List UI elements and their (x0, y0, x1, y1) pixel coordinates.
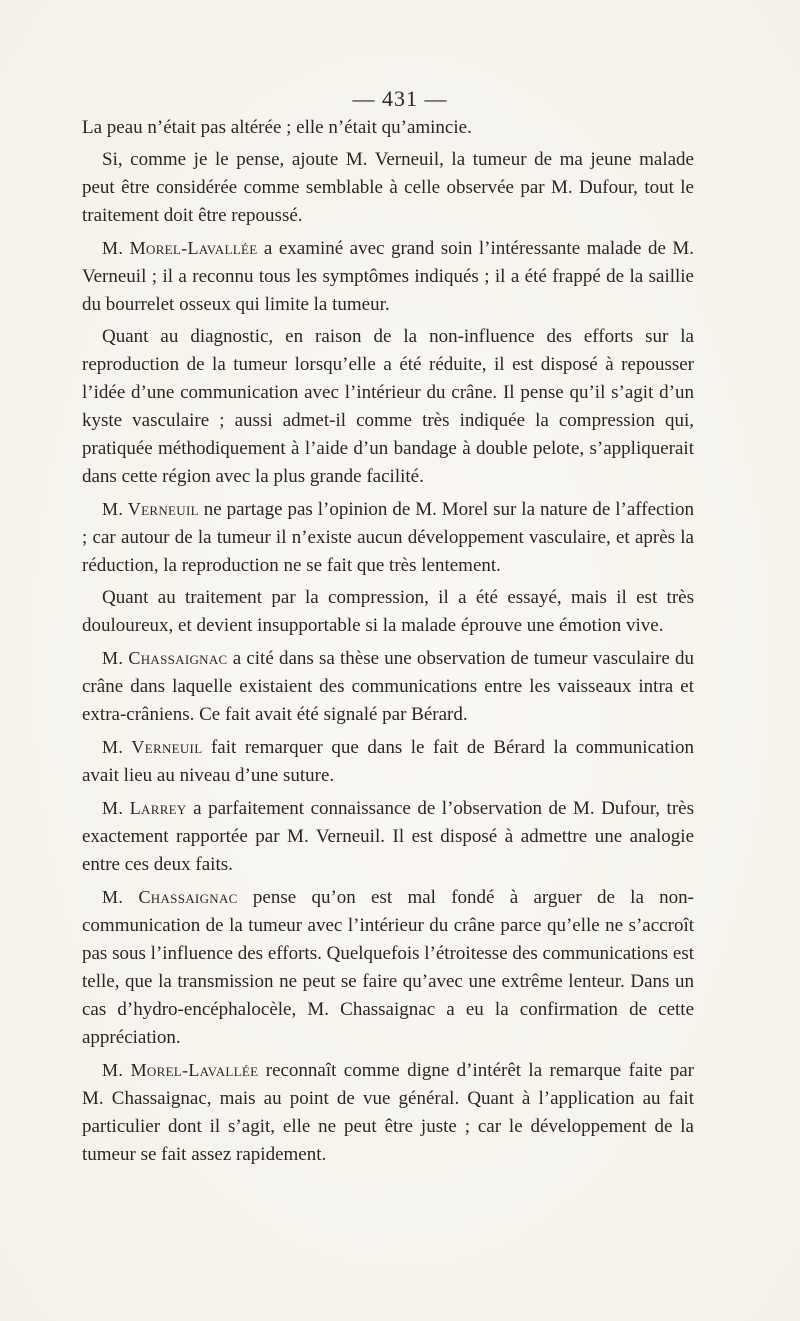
paragraph-7 (82, 644, 694, 729)
body-text (82, 114, 694, 1173)
speaker-name: M. Larrey (102, 798, 187, 818)
paragraph-8 (82, 733, 694, 790)
speaker-name: M. Chassaignac (102, 648, 228, 668)
paragraph-10 (82, 883, 694, 1052)
paragraph-1 (82, 114, 694, 142)
paragraph-text: a examiné avec grand soin l’intéressante malade de M. Verneuil ; il a reconnu tous les symptômes indiqués ; il a été frappé de la saillie du bourrelet osseux qui limite la tumeur. (82, 238, 695, 315)
paragraph-text: Quant au diagnostic, en raison de la non-influence des efforts sur la reproduction de la tumeur lorsqu’elle a été réduite, il est disposé à repousser l’idée d’une communication avec l’intérieur du crâne. Il pense qu’il s’agit d’un kyste vasculaire ; aussi admet-il comme très indiquée la compression qui, pratiquée méthodiquement à l’aide d’un bandage à double pelote, s’appliquerait dans cette région avec la plus grande facilité. (82, 326, 694, 487)
paragraph-text: ne partage pas l’opinion de M. Morel sur la nature de l’affection ; car autour de la tumeur il n’existe aucun développement vasculaire, et après la réduction, la reproduction ne se fait que très lentement. (82, 499, 694, 576)
paragraph-11 (82, 1056, 694, 1169)
paragraph-4 (82, 323, 694, 491)
speaker-name: M. Morel-Lavallée (102, 238, 258, 258)
paragraph-text: pense qu’on est mal fondé à arguer de la non-communication de la tumeur avec l’intérieur du crâne parce qu’elle ne s’accroît pas sous l’influence des efforts. Quelquefois l’étroitesse des communications est telle, que la transmission ne peut se faire qu’avec une extrême lenteur. Dans un cas d’hydro-encéphalocèle, M. Chassaignac a eu la confirmation de cette appréciation. (82, 887, 694, 1048)
speaker-name: M. Morel-Lavallée (102, 1060, 259, 1080)
paragraph-text: reconnaît comme digne d’intérêt la remarque faite par M. Chassaignac, mais au point de vue général. Quant à l’application au fait particulier dont il s’agit, elle ne peut être juste ; car le développement de la tumeur se fait assez rapidement. (82, 1060, 695, 1165)
paragraph-5 (82, 495, 694, 580)
paragraph-text: Quant au traitement par la compression, il a été essayé, mais il est très douloureux, et devient insupportable si la malade éprouve une émotion vive. (82, 587, 694, 636)
paragraph-3 (82, 234, 694, 319)
speaker-name: M. Verneuil (102, 499, 199, 519)
speaker-name: M. Verneuil (102, 737, 203, 757)
paragraph-text: a parfaitement connaissance de l’observation de M. Dufour, très exactement rapportée par M. Verneuil. Il est disposé à admettre une analogie entre ces deux faits. (82, 798, 694, 875)
paragraph-text: fait remarquer que dans le fait de Bérard la communication avait lieu au niveau d’une suture. (82, 737, 694, 786)
paragraph-2 (82, 146, 694, 230)
paragraph-text: a cité dans sa thèse une observation de tumeur vasculaire du crâne dans laquelle existaient des communications entre les vaisseaux intra et extra-crâniens. Ce fait avait été signalé par Bérard. (82, 648, 694, 725)
paragraph-9 (82, 794, 694, 879)
paragraph-text: La peau n’était pas altérée ; elle n’était qu’amincie. (82, 117, 472, 138)
paragraph-6 (82, 584, 694, 640)
paragraph-text: Si, comme je le pense, ajoute M. Verneuil, la tumeur de ma jeune malade peut être considérée comme semblable à celle observée par M. Dufour, tout le traitement doit être repoussé. (82, 149, 694, 226)
page-number: — 431 — (352, 86, 448, 111)
speaker-name: M. Chassaignac (102, 887, 238, 907)
